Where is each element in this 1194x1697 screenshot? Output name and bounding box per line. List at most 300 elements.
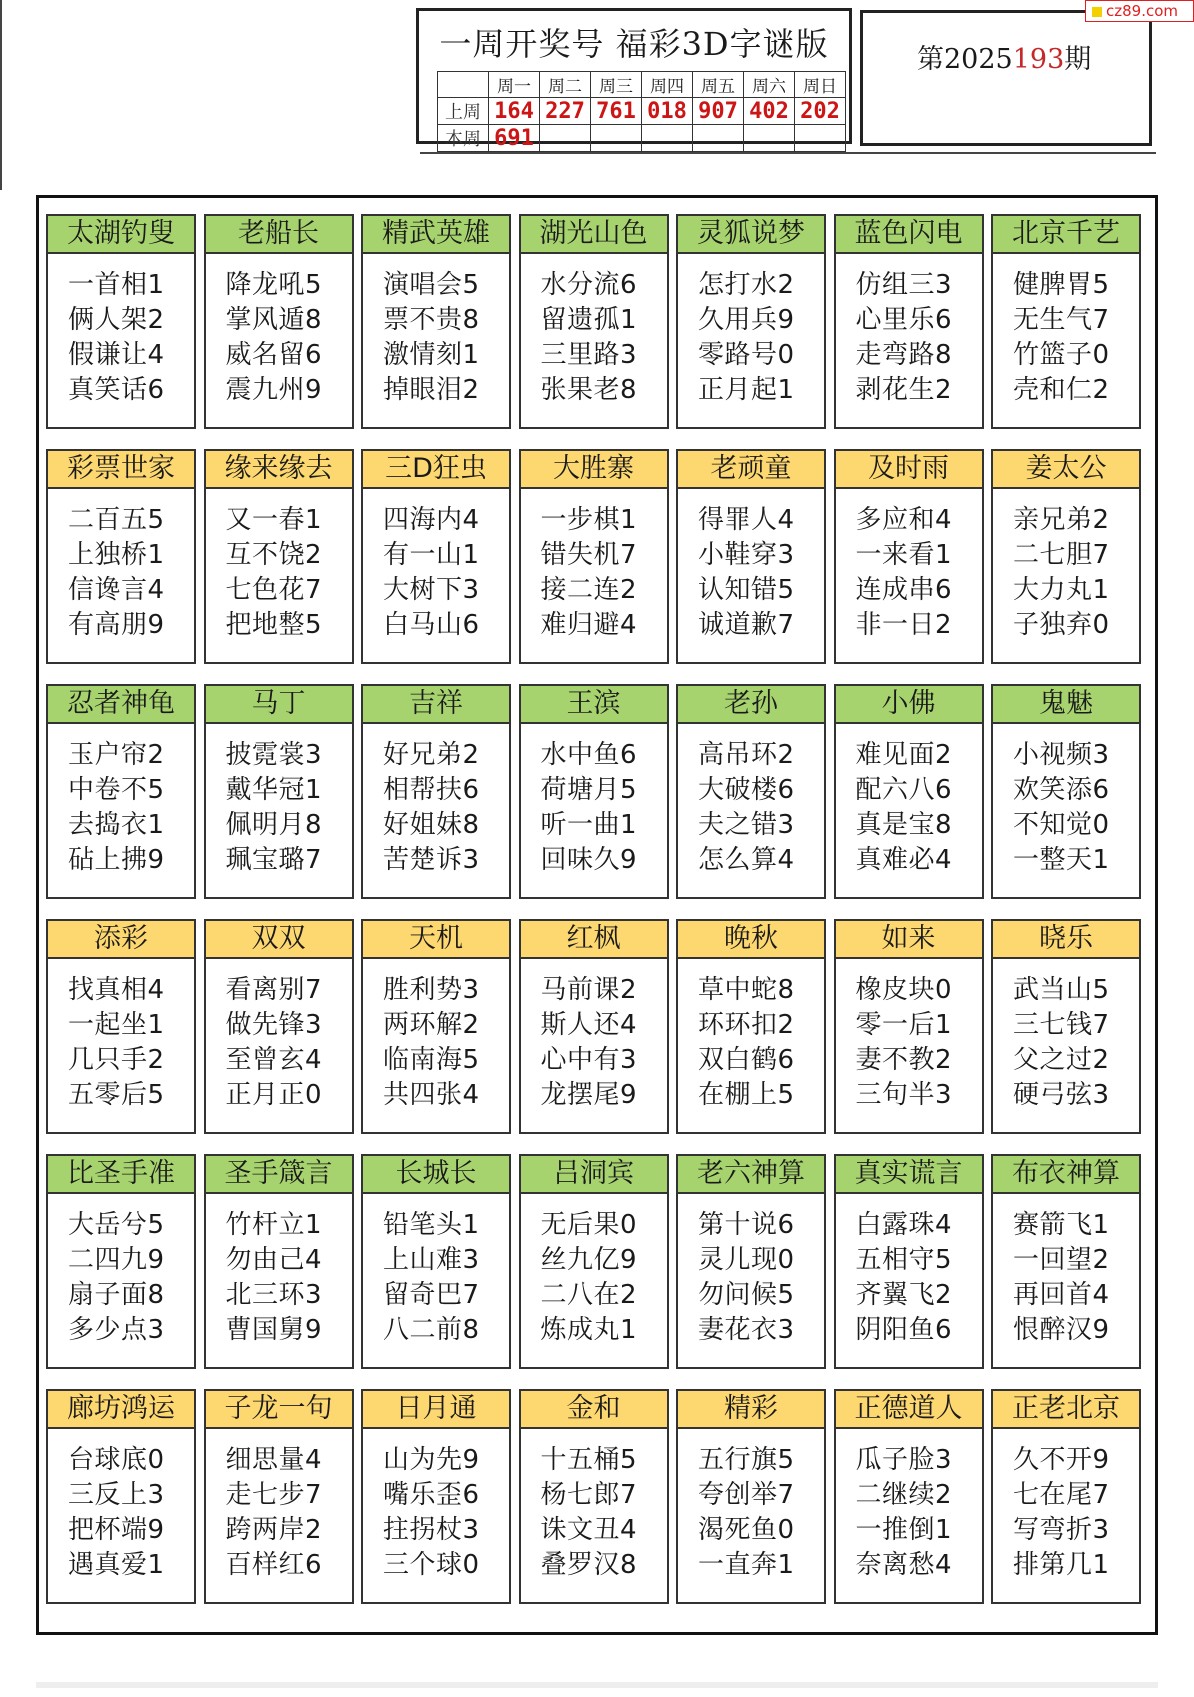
riddle-line: 威名留6 — [225, 340, 323, 370]
last-week-wed: 761 — [591, 98, 642, 125]
riddle-card-title: 子龙一句 — [206, 1391, 352, 1429]
riddle-line: 零一后1 — [855, 1010, 953, 1040]
bottom-divider — [36, 1682, 1158, 1688]
riddle-card — [676, 919, 826, 1134]
riddle-line: 一来看1 — [855, 540, 953, 570]
page-title: 一周开奖号 福彩3D字谜版 — [439, 25, 829, 63]
riddle-line: 一推倒1 — [855, 1515, 953, 1545]
riddle-card — [204, 214, 354, 429]
riddle-line: 俩人架2 — [68, 305, 165, 335]
riddle-line: 怎么算4 — [698, 845, 795, 875]
riddle-line: 互不饶2 — [225, 540, 323, 570]
riddle-card-title: 王滨 — [521, 686, 667, 724]
riddle-line: 震九州9 — [225, 375, 323, 405]
riddle-card — [46, 1154, 196, 1369]
riddle-line: 欢笑添6 — [1013, 775, 1110, 805]
riddle-line-list — [206, 489, 352, 643]
riddle-card — [834, 919, 984, 1134]
last-week-fri: 907 — [693, 98, 744, 125]
riddle-line: 几只手2 — [68, 1045, 165, 1075]
riddle-card-title: 北京千艺 — [993, 216, 1139, 254]
riddle-line: 斯人还4 — [540, 1010, 638, 1040]
riddle-card — [676, 449, 826, 664]
riddle-line: 跨两岸2 — [225, 1515, 323, 1545]
riddle-line: 竹篮子0 — [1013, 340, 1110, 370]
riddle-card-title: 精武英雄 — [363, 216, 509, 254]
riddle-line: 水中鱼6 — [540, 740, 638, 770]
riddle-card-title: 真实谎言 — [836, 1156, 982, 1194]
riddle-card — [361, 919, 511, 1134]
riddle-card — [46, 449, 196, 664]
riddle-card-title: 双双 — [206, 921, 352, 959]
riddle-line-list — [836, 959, 982, 1113]
riddle-line: 好姐妹8 — [383, 810, 480, 840]
riddle-line-list — [678, 959, 824, 1113]
riddle-line-list — [993, 1194, 1139, 1348]
weekday-header-row — [438, 72, 846, 98]
riddle-line: 把地整5 — [225, 610, 323, 640]
riddle-line: 仿组三3 — [855, 270, 953, 300]
riddle-line-list — [678, 489, 824, 643]
riddle-line-list — [836, 489, 982, 643]
riddle-card-title: 精彩 — [678, 1391, 824, 1429]
riddle-line-list — [48, 1194, 194, 1348]
riddle-card — [204, 1389, 354, 1604]
riddle-line: 正月起1 — [698, 375, 795, 405]
corner-cell — [438, 72, 489, 98]
riddle-card — [676, 1154, 826, 1369]
riddle-line: 回味久9 — [540, 845, 638, 875]
riddle-line: 大岳兮5 — [68, 1210, 165, 1240]
riddle-card — [519, 1389, 669, 1604]
riddle-line: 掌风遁8 — [225, 305, 323, 335]
riddle-line: 十五桶5 — [540, 1445, 638, 1475]
riddle-line-list — [363, 1429, 509, 1583]
riddle-line: 假谦让4 — [68, 340, 165, 370]
riddle-line-list — [678, 1429, 824, 1583]
riddle-card-title: 小佛 — [836, 686, 982, 724]
riddle-card — [46, 214, 196, 429]
riddle-card — [834, 1154, 984, 1369]
riddle-card-title: 日月通 — [363, 1391, 509, 1429]
riddle-card — [46, 1389, 196, 1604]
riddle-line-list — [836, 1429, 982, 1583]
riddle-line: 看离别7 — [225, 975, 323, 1005]
riddle-line: 细思量4 — [225, 1445, 323, 1475]
riddle-line: 真笑话6 — [68, 375, 165, 405]
riddle-line: 五零后5 — [68, 1080, 165, 1110]
riddle-card-title: 鬼魅 — [993, 686, 1139, 724]
riddle-line: 玉户帘2 — [68, 740, 165, 770]
riddle-line: 找真相4 — [68, 975, 165, 1005]
weekday-sun: 周日 — [795, 72, 846, 98]
riddle-line: 中卷不5 — [68, 775, 165, 805]
riddle-card-title: 正德道人 — [836, 1391, 982, 1429]
this-week-sun — [795, 125, 846, 152]
weekday-mon: 周一 — [489, 72, 540, 98]
riddle-line: 诚道歉7 — [698, 610, 795, 640]
riddle-card — [361, 1389, 511, 1604]
weekly-draw-panel — [416, 8, 852, 151]
riddle-line: 二七胆7 — [1013, 540, 1110, 570]
riddle-line: 台球底0 — [68, 1445, 165, 1475]
riddle-line: 连成串6 — [855, 575, 953, 605]
riddle-card — [361, 684, 511, 899]
riddle-card — [361, 449, 511, 664]
riddle-line: 夸创举7 — [698, 1480, 795, 1510]
riddle-line: 马前课2 — [540, 975, 638, 1005]
riddle-line: 无生气7 — [1013, 305, 1110, 335]
riddle-line: 至曾玄4 — [225, 1045, 323, 1075]
riddle-card-title: 晚秋 — [678, 921, 824, 959]
riddle-line-list — [678, 724, 824, 878]
riddle-line: 武当山5 — [1013, 975, 1110, 1005]
riddle-line: 父之过2 — [1013, 1045, 1110, 1075]
riddle-line-list — [363, 489, 509, 643]
riddle-line: 胜利势3 — [383, 975, 480, 1005]
riddle-card — [519, 214, 669, 429]
riddle-card-title: 圣手箴言 — [206, 1156, 352, 1194]
riddle-card — [361, 1154, 511, 1369]
riddle-line: 零路号0 — [698, 340, 795, 370]
riddle-line-list — [521, 254, 667, 408]
riddle-line: 双白鹤6 — [698, 1045, 795, 1075]
riddle-line: 共四张4 — [383, 1080, 480, 1110]
riddle-line: 山为先9 — [383, 1445, 480, 1475]
riddle-line: 健脾胃5 — [1013, 270, 1110, 300]
riddle-line-list — [206, 254, 352, 408]
riddle-line: 一整天1 — [1013, 845, 1110, 875]
this-week-tue — [540, 125, 591, 152]
riddle-card — [991, 1154, 1141, 1369]
riddle-line: 得罪人4 — [698, 505, 795, 535]
riddle-line-list — [521, 724, 667, 878]
riddle-card-title: 老孙 — [678, 686, 824, 724]
riddle-card-title: 天机 — [363, 921, 509, 959]
last-week-mon: 164 — [489, 98, 540, 125]
this-week-mon: 691 — [489, 125, 540, 152]
riddle-card-title: 老顽童 — [678, 451, 824, 489]
riddle-card-title: 大胜寨 — [521, 451, 667, 489]
riddle-line: 三七钱7 — [1013, 1010, 1110, 1040]
riddle-line: 有高朋9 — [68, 610, 165, 640]
last-week-tue: 227 — [540, 98, 591, 125]
riddle-line-list — [993, 1429, 1139, 1583]
riddle-line: 叠罗汉8 — [540, 1550, 638, 1580]
riddle-line: 再回首4 — [1013, 1280, 1110, 1310]
riddle-line: 上山难3 — [383, 1245, 480, 1275]
riddle-line: 一步棋1 — [540, 505, 638, 535]
riddle-line: 大力丸1 — [1013, 575, 1110, 605]
riddle-line: 遇真爱1 — [68, 1550, 165, 1580]
riddle-line: 四海内4 — [383, 505, 480, 535]
riddle-line: 久不开9 — [1013, 1445, 1110, 1475]
riddle-line: 二百五5 — [68, 505, 165, 535]
riddle-line: 白露珠4 — [855, 1210, 953, 1240]
riddle-line-list — [993, 254, 1139, 408]
issue-suffix: 期 — [1064, 44, 1092, 75]
riddle-line: 一直奔1 — [698, 1550, 795, 1580]
issue-number: 193 — [1012, 44, 1065, 75]
riddle-card-title: 长城长 — [363, 1156, 509, 1194]
this-week-wed — [591, 125, 642, 152]
riddle-line-list — [678, 1194, 824, 1348]
riddle-line: 百样红6 — [225, 1550, 323, 1580]
riddle-line: 心中有3 — [540, 1045, 638, 1075]
riddle-line: 荷塘月5 — [540, 775, 638, 805]
riddle-line: 好兄弟2 — [383, 740, 480, 770]
riddle-line: 剥花生2 — [855, 375, 953, 405]
last-week-label: 上周 — [438, 98, 489, 125]
riddle-line: 三反上3 — [68, 1480, 165, 1510]
riddle-line: 大破楼6 — [698, 775, 795, 805]
riddle-line: 小视频3 — [1013, 740, 1110, 770]
riddle-line: 丝九亿9 — [540, 1245, 638, 1275]
riddle-line: 留奇巴7 — [383, 1280, 480, 1310]
riddle-line: 水分流6 — [540, 270, 638, 300]
riddle-line-list — [836, 724, 982, 878]
riddle-line: 走弯路8 — [855, 340, 953, 370]
left-edge-line — [0, 0, 2, 190]
riddle-card — [676, 214, 826, 429]
riddle-card — [204, 684, 354, 899]
riddle-line-list — [206, 724, 352, 878]
riddle-card-title: 添彩 — [48, 921, 194, 959]
this-week-label: 本周 — [438, 125, 489, 152]
riddle-line: 佩明月8 — [225, 810, 323, 840]
riddle-line: 五行旗5 — [698, 1445, 795, 1475]
riddle-line: 披霓裳3 — [225, 740, 323, 770]
riddle-line: 怎打水2 — [698, 270, 795, 300]
riddle-card — [991, 449, 1141, 664]
riddle-line: 留遗孤1 — [540, 305, 638, 335]
riddle-card — [991, 919, 1141, 1134]
riddle-line: 信谗言4 — [68, 575, 165, 605]
riddle-line: 嘴乐歪6 — [383, 1480, 480, 1510]
riddle-card-title: 马丁 — [206, 686, 352, 724]
riddle-line: 二继续2 — [855, 1480, 953, 1510]
riddle-line: 接二连2 — [540, 575, 638, 605]
riddle-card — [46, 919, 196, 1134]
riddle-card — [519, 449, 669, 664]
riddle-line: 三里路3 — [540, 340, 638, 370]
riddle-line: 多应和4 — [855, 505, 953, 535]
riddle-line: 走七步7 — [225, 1480, 323, 1510]
riddle-line: 瓜子脸3 — [855, 1445, 953, 1475]
this-week-sat — [744, 125, 795, 152]
riddle-card-title: 蓝色闪电 — [836, 216, 982, 254]
riddle-line: 在棚上5 — [698, 1080, 795, 1110]
riddle-line: 张果老8 — [540, 375, 638, 405]
riddle-card-title: 缘来缘去 — [206, 451, 352, 489]
riddle-line: 橡皮块0 — [855, 975, 953, 1005]
riddle-card-title: 灵狐说梦 — [678, 216, 824, 254]
riddle-card-title: 彩票世家 — [48, 451, 194, 489]
riddle-card — [991, 214, 1141, 429]
riddle-card-title: 老船长 — [206, 216, 352, 254]
last-week-thu: 018 — [642, 98, 693, 125]
riddle-line: 票不贵8 — [383, 305, 480, 335]
this-week-row — [438, 125, 846, 152]
riddle-card — [991, 1389, 1141, 1604]
issue-label — [917, 37, 1091, 76]
riddle-line: 曹国舅9 — [225, 1315, 323, 1345]
riddle-card — [204, 449, 354, 664]
riddle-line: 第十说6 — [698, 1210, 795, 1240]
header-divider — [420, 152, 1156, 154]
riddle-card — [519, 684, 669, 899]
riddle-line: 真是宝8 — [855, 810, 953, 840]
riddle-line: 杨七郎7 — [540, 1480, 638, 1510]
riddle-line-list — [521, 959, 667, 1113]
riddle-line: 演唱会5 — [383, 270, 480, 300]
riddle-line: 奈离愁4 — [855, 1550, 953, 1580]
riddle-line: 环环扣2 — [698, 1010, 795, 1040]
riddle-line: 龙摆尾9 — [540, 1080, 638, 1110]
last-week-row — [438, 98, 846, 125]
riddle-card-title: 红枫 — [521, 921, 667, 959]
riddle-line: 多少点3 — [68, 1315, 165, 1345]
weekday-wed: 周三 — [591, 72, 642, 98]
riddle-card-title: 及时雨 — [836, 451, 982, 489]
riddle-line-list — [48, 1429, 194, 1583]
riddle-line: 大树下3 — [383, 575, 480, 605]
riddle-line: 阴阳鱼6 — [855, 1315, 953, 1345]
riddle-card — [519, 919, 669, 1134]
riddle-card — [46, 684, 196, 899]
riddle-line: 赛箭飞1 — [1013, 1210, 1110, 1240]
riddle-line: 把杯端9 — [68, 1515, 165, 1545]
riddle-line-list — [993, 489, 1139, 643]
riddle-line: 七色花7 — [225, 575, 323, 605]
riddle-line-list — [206, 1429, 352, 1583]
watermark-badge — [1085, 0, 1194, 22]
riddle-line: 有一山1 — [383, 540, 480, 570]
riddle-line: 珮宝璐7 — [225, 845, 323, 875]
riddle-line-list — [48, 724, 194, 878]
riddle-line: 正月正0 — [225, 1080, 323, 1110]
riddle-line: 二四九9 — [68, 1245, 165, 1275]
riddle-line: 难归避4 — [540, 610, 638, 640]
riddle-line: 写弯折3 — [1013, 1515, 1110, 1545]
riddle-line: 妻不教2 — [855, 1045, 953, 1075]
this-week-thu — [642, 125, 693, 152]
riddle-line: 亲兄弟2 — [1013, 505, 1110, 535]
riddle-line: 二八在2 — [540, 1280, 638, 1310]
riddle-line: 北三环3 — [225, 1280, 323, 1310]
riddle-line: 真难必4 — [855, 845, 953, 875]
riddle-card — [361, 214, 511, 429]
riddle-line: 戴华冠1 — [225, 775, 323, 805]
last-week-sat: 402 — [744, 98, 795, 125]
riddle-line: 一首相1 — [68, 270, 165, 300]
riddle-line: 两环解2 — [383, 1010, 480, 1040]
riddle-line: 五相守5 — [855, 1245, 953, 1275]
riddle-card — [519, 1154, 669, 1369]
riddle-line: 听一曲1 — [540, 810, 638, 840]
riddle-line-list — [521, 1194, 667, 1348]
riddle-card — [676, 1389, 826, 1604]
riddle-line: 勿问候5 — [698, 1280, 795, 1310]
riddle-line: 无后果0 — [540, 1210, 638, 1240]
riddle-line-list — [48, 489, 194, 643]
riddle-line: 不知觉0 — [1013, 810, 1110, 840]
riddle-line-list — [521, 1429, 667, 1583]
riddle-line: 三句半3 — [855, 1080, 953, 1110]
riddle-line-list — [993, 959, 1139, 1113]
weekday-thu: 周四 — [642, 72, 693, 98]
riddle-line: 炼成丸1 — [540, 1315, 638, 1345]
riddle-line: 一起坐1 — [68, 1010, 165, 1040]
watermark-text: cz89.com — [1106, 2, 1179, 20]
riddle-line: 三个球0 — [383, 1550, 480, 1580]
riddle-line: 做先锋3 — [225, 1010, 323, 1040]
riddle-card-title: 廊坊鸿运 — [48, 1391, 194, 1429]
riddle-card-title: 比圣手准 — [48, 1156, 194, 1194]
riddle-line: 排第几1 — [1013, 1550, 1110, 1580]
riddle-line: 砧上拂9 — [68, 845, 165, 875]
riddle-line-list — [48, 254, 194, 408]
riddle-line: 渴死鱼0 — [698, 1515, 795, 1545]
riddle-card-title: 吉祥 — [363, 686, 509, 724]
riddle-line-list — [363, 959, 509, 1113]
riddle-line: 竹杆立1 — [225, 1210, 323, 1240]
riddle-line: 激情刻1 — [383, 340, 480, 370]
riddle-line: 七在尾7 — [1013, 1480, 1110, 1510]
riddle-card-title: 老六神算 — [678, 1156, 824, 1194]
riddle-line-list — [521, 489, 667, 643]
riddle-line: 夫之错3 — [698, 810, 795, 840]
riddle-card-title: 晓乐 — [993, 921, 1139, 959]
riddle-line: 铅笔头1 — [383, 1210, 480, 1240]
weekly-draw-table — [437, 71, 846, 152]
riddle-line: 认知错5 — [698, 575, 795, 605]
riddle-line-list — [836, 254, 982, 408]
riddle-card-title: 忍者神龟 — [48, 686, 194, 724]
issue-panel — [860, 10, 1152, 146]
riddle-line-list — [678, 254, 824, 408]
riddle-line: 降龙吼5 — [225, 270, 323, 300]
riddle-card-title: 布衣神算 — [993, 1156, 1139, 1194]
riddle-line-list — [363, 724, 509, 878]
last-week-sun: 202 — [795, 98, 846, 125]
riddle-line: 恨醉汉9 — [1013, 1315, 1110, 1345]
riddle-line-list — [206, 959, 352, 1113]
riddle-line: 白马山6 — [383, 610, 480, 640]
riddle-line: 难见面2 — [855, 740, 953, 770]
riddle-line: 高吊环2 — [698, 740, 795, 770]
weekday-tue: 周二 — [540, 72, 591, 98]
riddle-line: 妻花衣3 — [698, 1315, 795, 1345]
riddle-line: 壳和仁2 — [1013, 375, 1110, 405]
riddle-grid — [46, 214, 1148, 1604]
riddle-line: 苦楚诉3 — [383, 845, 480, 875]
watermark-square-icon — [1092, 7, 1102, 17]
riddle-card — [676, 684, 826, 899]
riddle-line-list — [993, 724, 1139, 878]
riddle-card-title: 如来 — [836, 921, 982, 959]
riddle-line: 配六八6 — [855, 775, 953, 805]
weekday-fri: 周五 — [693, 72, 744, 98]
riddle-card — [204, 919, 354, 1134]
riddle-card — [834, 684, 984, 899]
riddle-line: 硬弓弦3 — [1013, 1080, 1110, 1110]
riddle-card-title: 正老北京 — [993, 1391, 1139, 1429]
riddle-line-list — [363, 254, 509, 408]
riddle-line: 小鞋穿3 — [698, 540, 795, 570]
issue-prefix: 第2025 — [917, 44, 1013, 75]
riddle-line: 一回望2 — [1013, 1245, 1110, 1275]
